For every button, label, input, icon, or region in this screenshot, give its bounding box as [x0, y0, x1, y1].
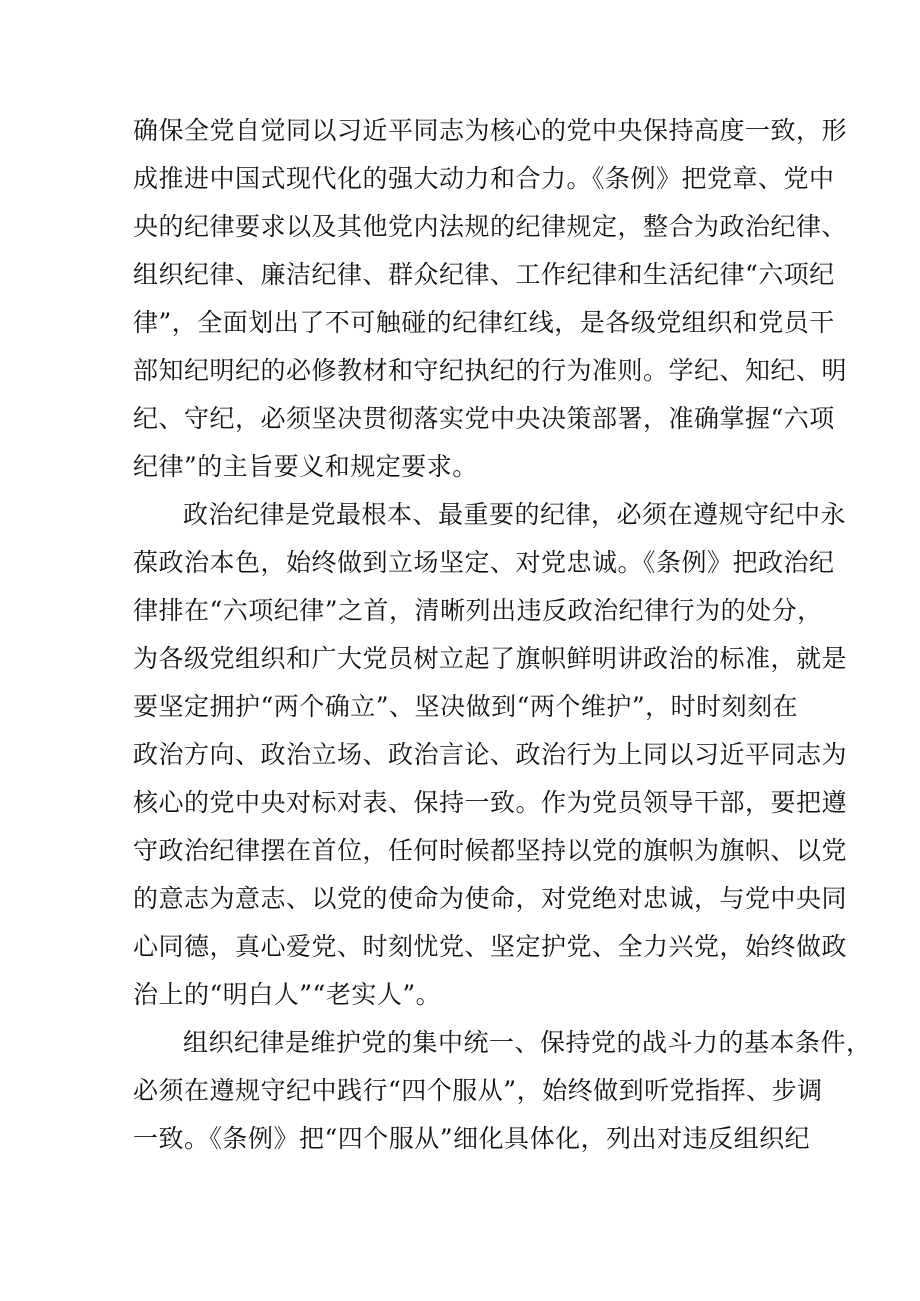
paragraph-1-line-8: 纪律”的主旨要义和规定要求。 [133, 452, 478, 481]
paragraph-2-line-11: 治上的“明白人”“老实人”。 [133, 980, 442, 1009]
paragraph-3-line-1: 组织纪律是维护党的集中统一、保持党的战斗力的基本条件， [183, 1028, 872, 1057]
paragraph-2-line-2: 葆政治本色，始终做到立场坚定、对党忠诚。《条例》把政治纪 [133, 548, 835, 577]
paragraph-1-line-7: 纪、守纪，必须坚决贯彻落实党中央决策部署，准确掌握“六项 [133, 404, 835, 433]
paragraph-2-line-5: 要坚定拥护“两个确立”、坚决做到“两个维护”，时时刻刻在 [133, 692, 799, 721]
paragraph-2-line-1: 政治纪律是党最根本、最重要的纪律，必须在遵规守纪中永 [183, 500, 847, 529]
paragraph-1-line-5: 律”，全面划出了不可触碰的纪律红线，是各级党组织和党员干 [133, 308, 835, 337]
paragraph-2-line-7: 核心的党中央对标对表、保持一致。作为党员领导干部，要把遵 [133, 788, 848, 817]
paragraph-2-line-9: 的意志为意志、以党的使命为使命，对党绝对忠诚，与党中央同 [133, 884, 848, 913]
paragraph-2-line-4: 为各级党组织和广大党员树立起了旗帜鲜明讲政治的标准，就是 [133, 644, 848, 673]
paragraph-3-line-2: 必须在遵规守纪中践行“四个服从”，始终做到听党指挥、步调 [133, 1076, 823, 1105]
paragraph-1-line-2: 成推进中国式现代化的强大动力和合力。《条例》把党章、党中 [133, 164, 835, 193]
paragraph-1-line-1: 确保全党自觉同以习近平同志为核心的党中央保持高度一致，形 [133, 116, 848, 145]
paragraph-2-line-8: 守政治纪律摆在首位，任何时候都坚持以党的旗帜为旗帜、以党 [133, 836, 848, 865]
paragraph-2-line-3: 律排在“六项纪律”之首，清晰列出违反政治纪律行为的处分， [133, 596, 823, 625]
paragraph-2-line-10: 心同德，真心爱党、时刻忧党、坚定护党、全力兴党，始终做政 [133, 932, 848, 961]
paragraph-1-line-3: 央的纪律要求以及其他党内法规的纪律规定，整合为政治纪律、 [133, 212, 848, 241]
paragraph-1-line-4: 组织纪律、廉洁纪律、群众纪律、工作纪律和生活纪律“六项纪 [133, 260, 835, 289]
paragraph-1-line-6: 部知纪明纪的必修教材和守纪执纪的行为准则。学纪、知纪、明 [133, 356, 848, 385]
document-body [133, 107, 872, 1163]
paragraph-2-line-6: 政治方向、政治立场、政治言论、政治行为上同以习近平同志为 [133, 740, 848, 769]
paragraph-3-line-3: 一致。《条例》把“四个服从”细化具体化，列出对违反组织纪 [133, 1124, 811, 1153]
